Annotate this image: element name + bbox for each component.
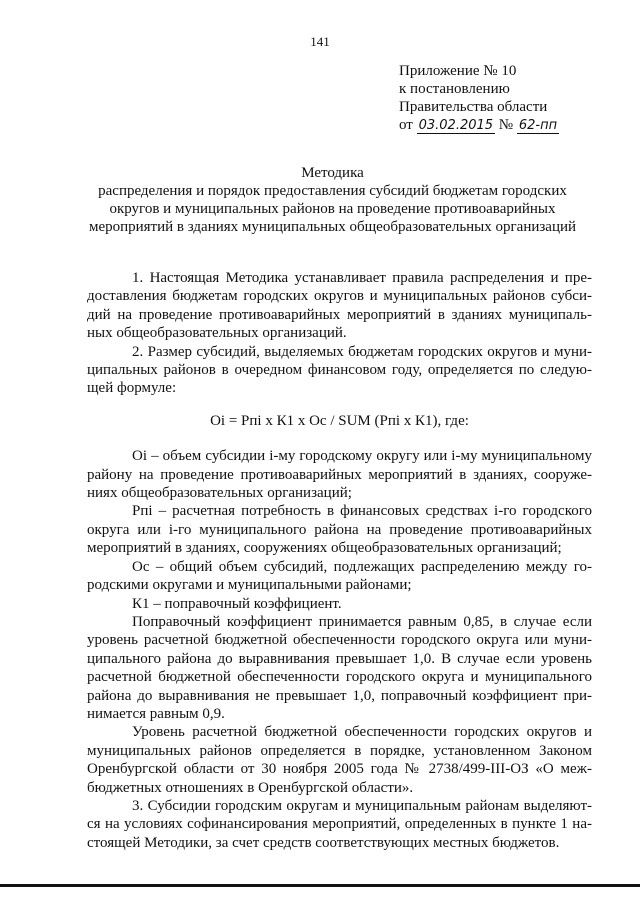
paragraph-1 — [87, 269, 592, 343]
paragraph-budget-level — [87, 723, 592, 797]
paragraph-3 — [87, 797, 592, 852]
title-line: мероприятий в зданиях муниципальных общеобразовательных организаций — [88, 219, 577, 235]
definition-os — [87, 558, 592, 595]
bottom-rule — [0, 884, 640, 887]
text-line: К1 – поправочный коэффициент. — [132, 595, 342, 612]
text-line: расчетной бюджетной обеспеченности городского округа и муниципального — [87, 669, 592, 686]
text-line: 3. Субсидии городским округам и муниципальным районам выделяют- — [132, 797, 592, 814]
document-body — [87, 269, 592, 852]
definition-oi — [87, 447, 592, 502]
text-line: муниципальных районов определяется в порядке, установленном Законом — [87, 742, 592, 759]
text-line: Поправочный коэффициент принимается равным 0,85, в случае если — [132, 613, 592, 630]
formula: Oi = Pпi х К1 х Ос / SUM (Pпi х К1), где: — [210, 412, 469, 429]
text-line: стоящей Методики, за счет средств соответствующих местных бюджетов. — [87, 834, 560, 851]
text-line: 2. Размер субсидий, выделяемых бюджетам городских округов и муни- — [132, 343, 592, 360]
text-line: ных общеобразовательных организаций. — [87, 325, 347, 342]
date-prefix: от — [399, 117, 413, 133]
text-line: Оренбургской области от 30 ноября 2005 года № 2738/499-III-ОЗ «О меж- — [87, 761, 592, 778]
text-line: уровень расчетной бюджетной обеспеченности городского округа или муни- — [87, 632, 592, 649]
text-line: ся на условиях софинансирования мероприятий, определенных в пункте 1 на- — [87, 816, 592, 833]
definition-rpi — [87, 502, 592, 557]
paragraph-coefficient — [87, 613, 592, 723]
text-line: дий на проведение противоаварийных мероприятий в зданиях муниципаль- — [87, 306, 592, 323]
text-line: 1. Настоящая Методика устанавливает правила распределения и пре- — [132, 270, 592, 286]
text-line: Ос – общий объем субсидий, подлежащих распределению между го- — [132, 558, 592, 575]
page-number: 141 — [310, 34, 330, 49]
title-line: распределения и порядок предоставления субсидий бюджетам городских — [98, 183, 567, 199]
text-line: Рпi – расчетная потребность в финансовых средствах i-го городского — [132, 503, 592, 520]
number-prefix: № — [498, 117, 514, 133]
text-line: доставления бюджетам городских округов и муниципальных районов субси- — [87, 288, 592, 305]
text-line: ципальных районов в очередном финансовом году, определяется по следую- — [87, 362, 592, 379]
text-line: мероприятий в зданиях, сооружениях общеобразовательных организаций; — [87, 540, 562, 557]
text-line: щей формуле: — [87, 380, 177, 397]
title-line: Методика — [301, 165, 364, 181]
text-line: Оi – объем субсидии i-му городскому округу или i-му муниципальному — [132, 448, 592, 465]
appendix-block — [399, 62, 559, 134]
text-line: бюджетных отношениях в Оренбургской области». — [87, 779, 414, 796]
text-line: Уровень расчетной бюджетной обеспеченности городских округов и — [132, 724, 592, 741]
text-line: округа или i-го муниципального района на проведение противоаварийных — [87, 521, 592, 538]
text-line: району на проведение противоаварийных мероприятий в зданиях, сооруже- — [87, 466, 592, 483]
appendix-line-resolution: к постановлению — [399, 81, 510, 97]
text-line: родскими округами и муниципальными районами; — [87, 577, 412, 594]
definition-k1 — [87, 595, 592, 613]
title-line: округов и муниципальных районов на проведение противоаварийных — [109, 201, 556, 217]
handwritten-date: 03.02.2015 — [418, 118, 494, 133]
document-title — [60, 164, 605, 236]
text-line: ниях общеобразовательных организаций; — [87, 485, 352, 502]
appendix-line-government: Правительства области — [399, 99, 548, 115]
text-line: ципального района до выравнивания превышает 1,0. В случае если уровень — [87, 650, 592, 667]
appendix-title: Приложение № 10 — [399, 63, 517, 79]
appendix-date-line — [399, 116, 559, 134]
text-line: района до выравнивания не превышает 1,0, поправочный коэффициент при- — [87, 687, 592, 704]
paragraph-2 — [87, 343, 592, 398]
handwritten-number: 62-пп — [518, 118, 558, 133]
text-line: нимается равным 0,9. — [87, 705, 225, 722]
